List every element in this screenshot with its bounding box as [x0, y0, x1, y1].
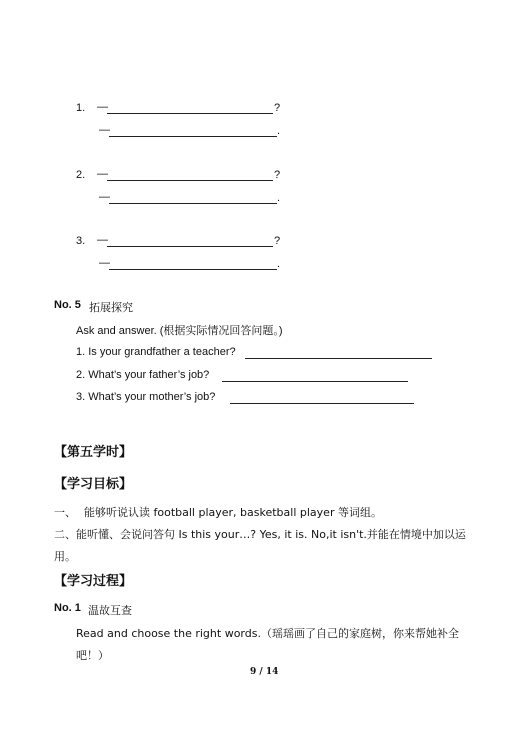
answer-line-1[interactable] — [245, 348, 432, 359]
question-blank-line[interactable] — [107, 236, 273, 247]
answer-line-3[interactable] — [230, 393, 414, 404]
no1-instruction-line-1: Read and choose the right words.（瑶瑶画了自己的家庭树，你来帮她补全 — [76, 627, 459, 640]
process-heading: 【学习过程】 — [54, 574, 133, 589]
dash: — — [99, 191, 110, 203]
answer-blank-line[interactable] — [109, 193, 277, 204]
no1-instruction-line-2: 吧！） — [76, 649, 109, 662]
question-blank-line[interactable] — [107, 103, 273, 114]
question-mark: ? — [274, 102, 281, 114]
item-number: 1. — [76, 102, 86, 114]
goal-1-marker: 一、 — [54, 506, 76, 519]
question-2: 2. What’s your father’s job? — [76, 369, 210, 381]
goal-1: 能够听说认读 football player, basketball player 等词组。 — [84, 506, 382, 519]
dash: — — [97, 101, 108, 113]
dash: — — [99, 124, 110, 136]
no1-label: No. 1 — [54, 602, 81, 614]
instruction: Ask and answer. (根据实际情况回答问题。) — [76, 325, 283, 337]
item-number: 3. — [76, 235, 86, 247]
period: . — [277, 125, 281, 137]
answer-blank-line[interactable] — [109, 259, 277, 270]
goal-2-line-1: 二、能听懂、会说问答句 Is this your…? Yes, it is. No,it isn't.并能在情境中加以运 — [54, 528, 466, 541]
question-mark: ? — [274, 235, 281, 247]
section-label: No. 5 — [54, 299, 81, 311]
no1-title: 温故互查 — [88, 604, 132, 617]
dash: — — [97, 168, 108, 180]
question-1: 1. Is your grandfather a teacher? — [76, 346, 236, 358]
lesson-heading: 【第五学时】 — [54, 445, 133, 460]
period: . — [277, 192, 281, 204]
question-3: 3. What’s your mother’s job? — [76, 391, 216, 403]
item-number: 2. — [76, 169, 86, 181]
question-mark: ? — [274, 169, 281, 181]
dash: — — [99, 257, 110, 269]
question-blank-line[interactable] — [107, 170, 273, 181]
answer-blank-line[interactable] — [109, 126, 277, 137]
dash: — — [97, 234, 108, 246]
goal-2-line-2: 用。 — [54, 550, 76, 563]
answer-line-2[interactable] — [222, 371, 408, 382]
period: . — [277, 258, 281, 270]
section-title: 拓展探究 — [89, 301, 133, 314]
goals-heading: 【学习目标】 — [54, 477, 133, 492]
page-number: 9 / 14 — [250, 667, 279, 677]
